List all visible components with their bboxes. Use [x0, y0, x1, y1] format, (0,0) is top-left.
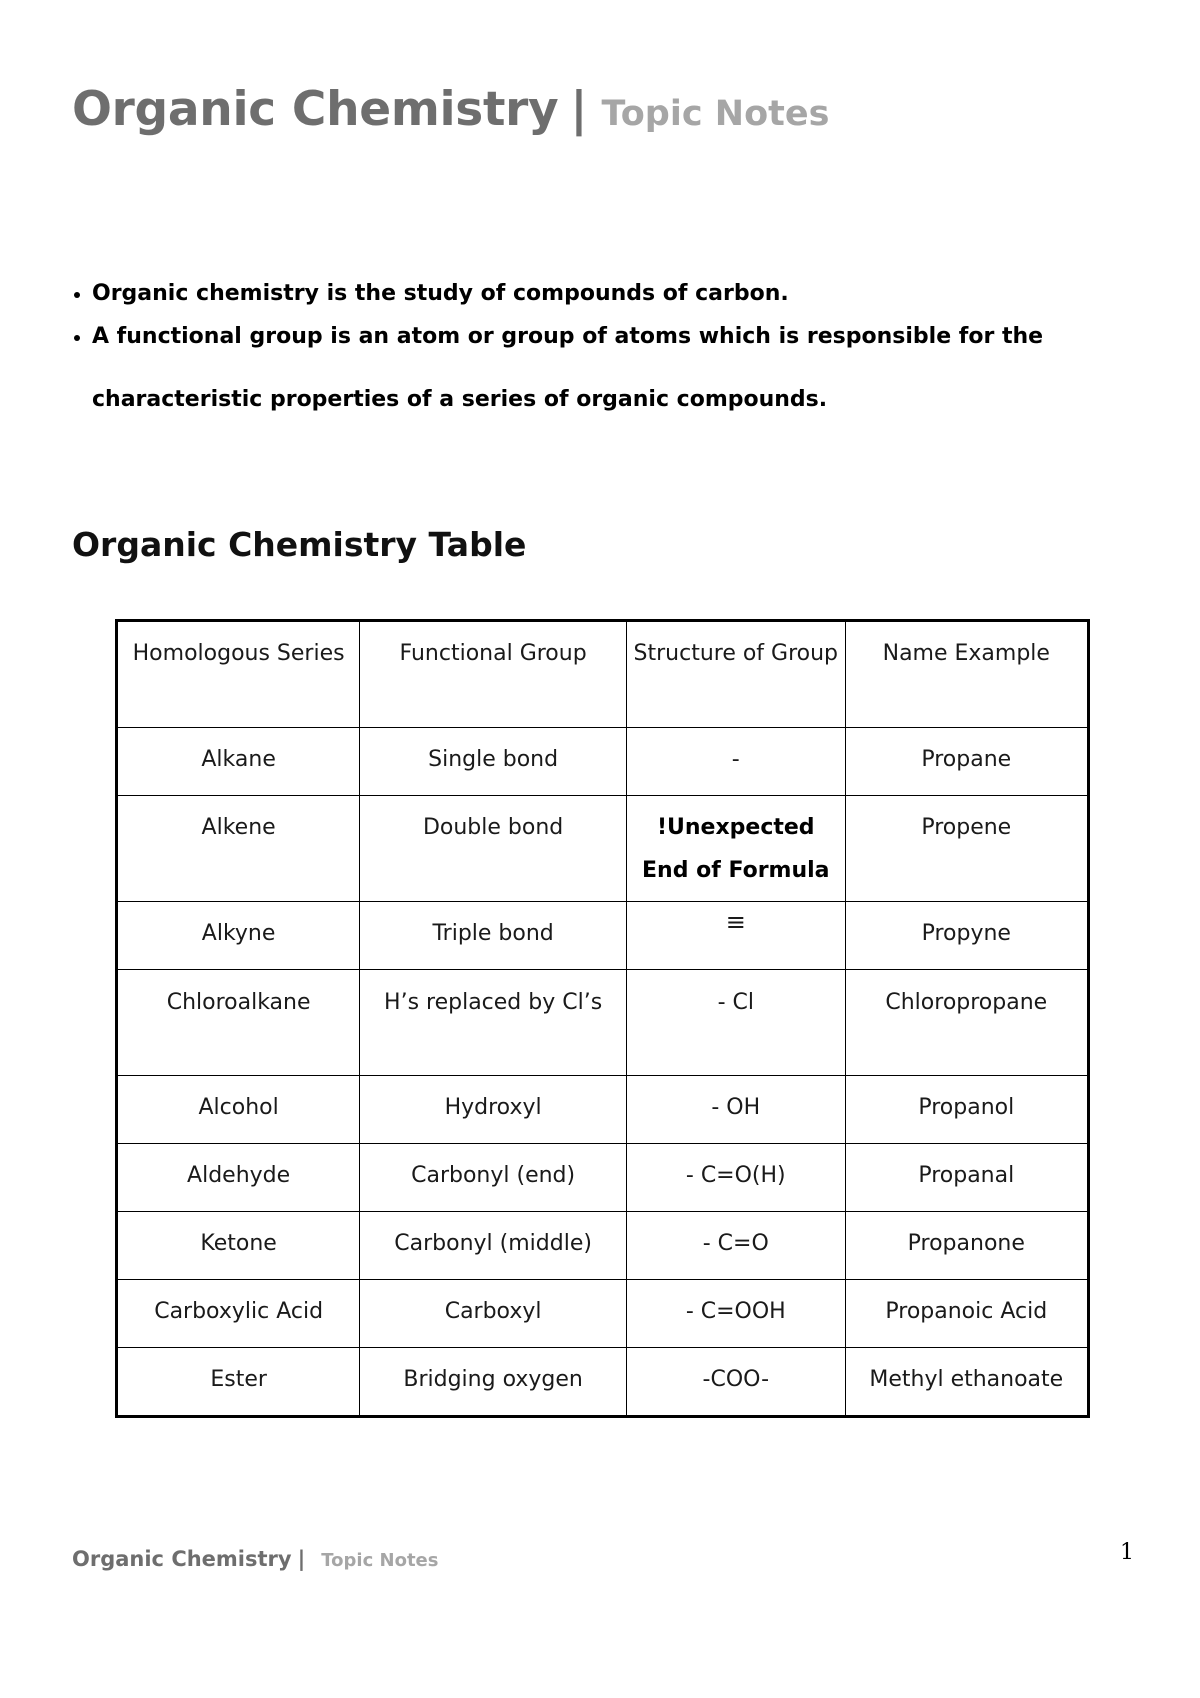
table-cell: Hydroxyl [360, 1076, 627, 1144]
table-row [117, 1348, 1089, 1417]
table-header-cell: Name Example [845, 621, 1088, 728]
section-heading: Organic Chemistry Table [72, 525, 527, 564]
table-cell: Single bond [360, 728, 627, 796]
table-cell: Double bond [360, 796, 627, 902]
table-cell: Chloroalkane [117, 970, 360, 1076]
footer-subtitle: Topic Notes [321, 1550, 439, 1571]
table-cell: Chloropropane [845, 970, 1088, 1076]
table-cell: Propene [845, 796, 1088, 902]
table-cell: Propanoic Acid [845, 1280, 1088, 1348]
table-cell: Methyl ethanoate [845, 1348, 1088, 1417]
table-cell: - C=OOH [626, 1280, 845, 1348]
table-cell: Triple bond [360, 902, 627, 970]
table-header-cell: Structure of Group [626, 621, 845, 728]
bullet-dot-icon [74, 292, 80, 298]
table-cell: - OH [626, 1076, 845, 1144]
table-row [117, 796, 1089, 902]
table-row [117, 1280, 1089, 1348]
bullet-text: A functional group is an atom or group of atoms which is responsible for the characteristic properties of a series of organic compounds. [92, 324, 1044, 412]
organic-chemistry-table [115, 619, 1090, 1418]
table-cell: Propanal [845, 1144, 1088, 1212]
table-cell: Propanol [845, 1076, 1088, 1144]
table-cell: - Cl [626, 970, 845, 1076]
table-cell: Carbonyl (middle) [360, 1212, 627, 1280]
table-header-cell: Functional Group [360, 621, 627, 728]
bullet-item [72, 305, 1132, 431]
table-row [117, 1212, 1089, 1280]
page-number: 1 [1120, 1540, 1134, 1565]
table-cell: - [626, 728, 845, 796]
table-cell-formula-error: !Unexpected End of Formula [626, 796, 845, 902]
table-cell: Ester [117, 1348, 360, 1417]
page-title-main: Organic Chemistry [72, 82, 559, 137]
table-cell: ≡ [626, 902, 845, 970]
page-title-separator: | [570, 82, 588, 137]
table-row [117, 970, 1089, 1076]
table-cell: - C=O [626, 1212, 845, 1280]
table-cell: Carboxylic Acid [117, 1280, 360, 1348]
table-cell: - C=O(H) [626, 1144, 845, 1212]
footer-title [72, 1549, 438, 1570]
page-subtitle: Topic Notes [601, 94, 830, 134]
table-row [117, 1144, 1089, 1212]
bullet-dot-icon [74, 335, 80, 341]
table-cell: Carboxyl [360, 1280, 627, 1348]
table-cell: Alcohol [117, 1076, 360, 1144]
table-header-row [117, 621, 1089, 728]
table-cell: Ketone [117, 1212, 360, 1280]
table-cell: Aldehyde [117, 1144, 360, 1212]
table-cell: Alkane [117, 728, 360, 796]
table-header-cell: Homologous Series [117, 621, 360, 728]
table-row [117, 902, 1089, 970]
table-cell: Carbonyl (end) [360, 1144, 627, 1212]
table-cell: Propyne [845, 902, 1088, 970]
table-cell: Propane [845, 728, 1088, 796]
bullet-list [72, 262, 1132, 431]
table-row [117, 728, 1089, 796]
table-cell: Alkyne [117, 902, 360, 970]
bullet-text: Organic chemistry is the study of compounds of carbon. [92, 281, 789, 306]
table-cell: Bridging oxygen [360, 1348, 627, 1417]
footer-title-separator: | [297, 1547, 306, 1571]
table-row [117, 1076, 1089, 1144]
page-title [72, 82, 830, 137]
table-cell: H’s replaced by Cl’s [360, 970, 627, 1076]
table-cell: Alkene [117, 796, 360, 902]
table-cell: -COO- [626, 1348, 845, 1417]
footer-title-main: Organic Chemistry [72, 1547, 292, 1571]
table-cell: Propanone [845, 1212, 1088, 1280]
